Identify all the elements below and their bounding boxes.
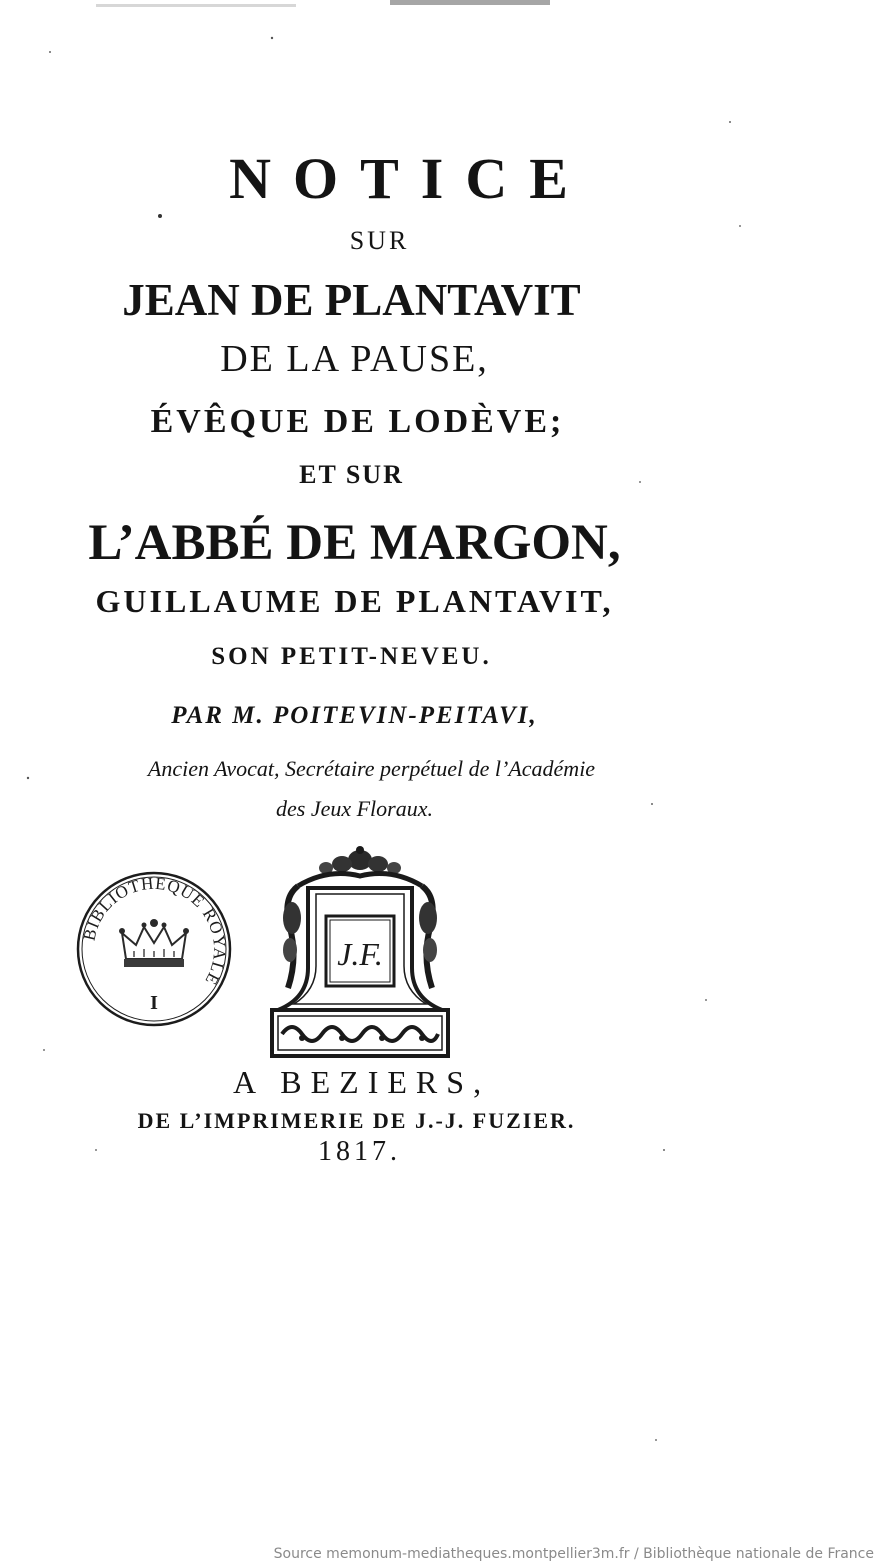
publication-year: 1817. — [318, 1136, 401, 1167]
library-stamp — [74, 869, 234, 1029]
page-title: NOTICE — [229, 146, 590, 211]
floral-garland-icon — [298, 846, 422, 886]
publication-place: A BEZIERS, — [232, 1064, 491, 1100]
subject-1-office: ÉVÊQUE DE LODÈVE; — [150, 403, 565, 440]
subject-2-name: L’ABBÉ DE MARGON, — [88, 515, 621, 571]
preposition-sur: SUR — [349, 226, 410, 255]
printer-line: DE L’IMPRIMERIE DE J.-J. FUZIER. — [137, 1108, 576, 1133]
printer-monogram: J.F. — [337, 936, 383, 972]
subject-2-full-name: GUILLAUME DE PLANTAVIT, — [95, 583, 614, 619]
subject-1-place: DE LA PAUSE, — [220, 338, 489, 380]
left-scroll-ornament — [283, 886, 301, 988]
conjunction-et-sur: ET SUR — [299, 460, 404, 489]
stamp-ring-text: BIBLIOTHEQUE ROYALE — [79, 873, 230, 989]
crown-icon — [119, 919, 189, 967]
printer-mark-vignette — [268, 838, 452, 1060]
stamp-numeral: I — [150, 992, 158, 1014]
source-attribution: Source memonum-mediatheques.montpellier3m.fr / Bibliothèque nationale de France — [273, 1546, 874, 1562]
subject-1-name: JEAN DE PLANTAVIT — [122, 275, 581, 325]
author-line: PAR M. POITEVIN-PEITAVI, — [171, 702, 538, 729]
author-title-line-2: des Jeux Floraux. — [276, 796, 433, 821]
right-scroll-ornament — [419, 886, 437, 988]
subject-2-relation: SON PETIT-NEVEU. — [211, 643, 492, 670]
author-title-line-1: Ancien Avocat, Secrétaire perpétuel de l’Académie — [147, 756, 596, 781]
